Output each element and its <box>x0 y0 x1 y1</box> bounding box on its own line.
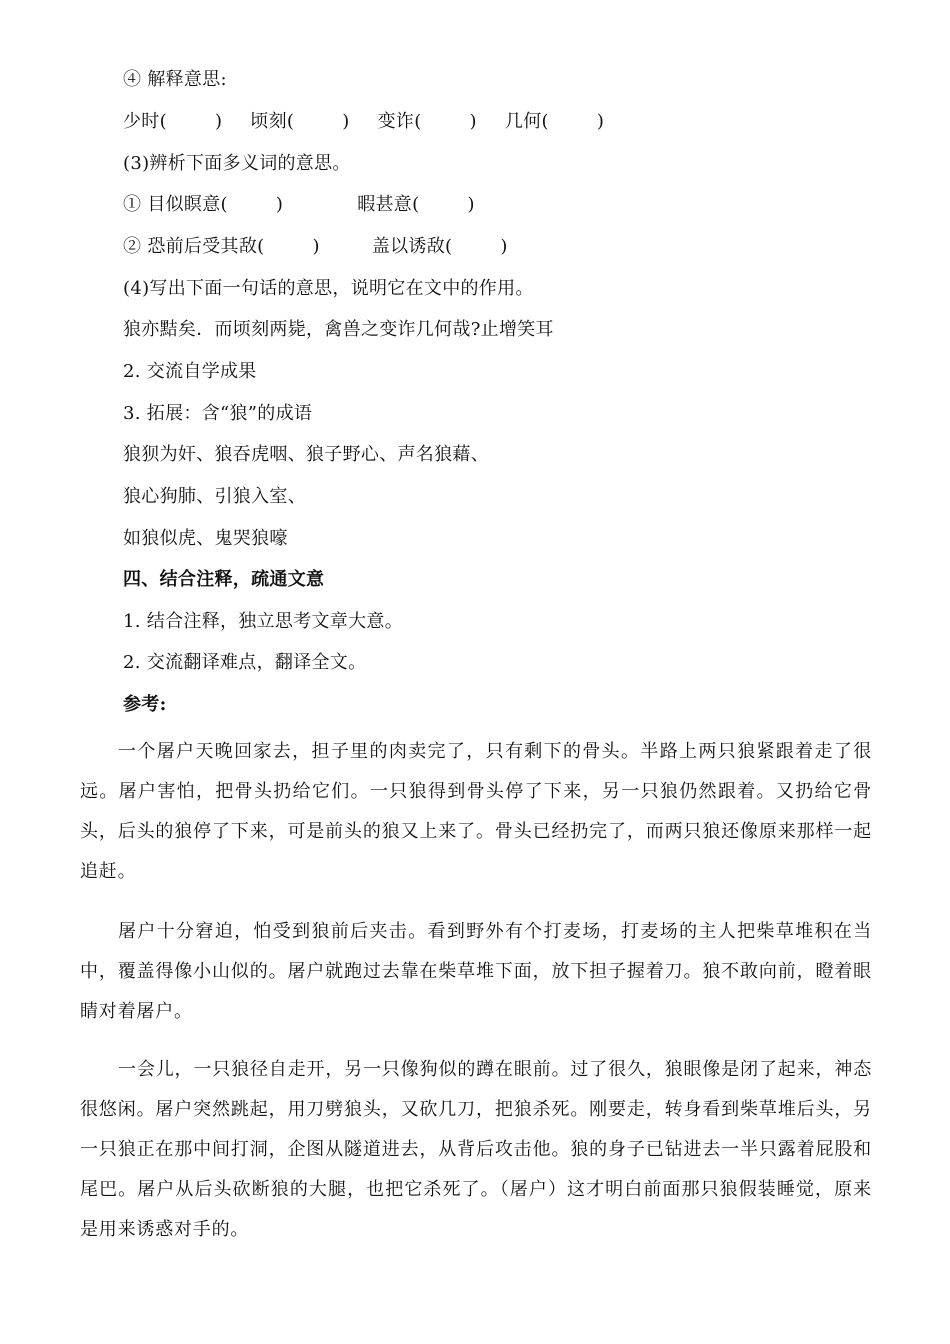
q3-row2-item-2: 盖以诱敌( <box>371 236 453 257</box>
section4-step1: 1. 结合注释，独立思考文章大意。 <box>123 611 403 632</box>
q3-row1-item-1: ① 目似瞑意( <box>123 194 228 215</box>
idioms-line-2: 狼心狗肺、引狼入室、 <box>123 486 306 507</box>
q4-item-3: 变诈( <box>377 111 422 132</box>
q4-item-1: 少时( <box>123 111 167 132</box>
paren-close: ) <box>596 111 605 132</box>
reference-label: 参考: <box>123 694 167 715</box>
step2-label: 2. 交流自学成果 <box>123 361 257 382</box>
q3-row1 <box>123 193 475 217</box>
q4b-heading: (4)写出下面一句话的意思，说明它在文中的作用。 <box>123 278 534 299</box>
q4-item-2: 顷刻( <box>250 111 295 132</box>
idioms-line-3: 如狼似虎、鬼哭狼嚎 <box>123 528 288 549</box>
paren-close: ) <box>500 236 508 257</box>
q3-heading: (3)辨析下面多义词的意思。 <box>123 153 351 174</box>
q4-item-4: 几何( <box>504 111 549 132</box>
paren-close: ) <box>467 194 475 215</box>
section4-step2: 2. 交流翻译难点，翻译全文。 <box>123 652 367 673</box>
q3-row2 <box>123 235 508 259</box>
translation-paragraph-3: 一会儿，一只狼径自走开，另一只像狗似的蹲在眼前。过了很久，狼眼像是闭了起来，神态很悠闲。屠户突然跳起，用刀劈狼头，又砍几刀，把狼杀死。刚要走，转身看到柴草堆后头，另一只狼正在那中间打洞，企图从隧道进去，从背后攻击他。狼的身子已钻进去一半只露着屁股和尾巴。屠户从后头砍断狼的大腿，也把它杀死了。（屠户）这才明白前面那只狼假装睡觉，原来是用来诱惑对手的。 <box>80 1059 872 1240</box>
q4b-sentence: 狼亦黠矣．而顷刻两毙，禽兽之变诈几何哉?止增笑耳 <box>123 319 554 340</box>
paren-close: ) <box>342 111 350 132</box>
translation-paragraph-2: 屠户十分窘迫，怕受到狼前后夹击。看到野外有个打麦场，打麦场的主人把柴草堆积在当中，覆盖得像小山似的。屠户就跑过去靠在柴草堆下面，放下担子握着刀。狼不敢向前，瞪着眼睛对着屠户。 <box>80 921 872 1022</box>
q4-items <box>123 110 604 134</box>
step3-heading: 3. 拓展：含“狼”的成语 <box>123 403 313 424</box>
translation-paragraph-1: 一个屠户天晚回家去，担子里的肉卖完了，只有剩下的骨头。半路上两只狼紧跟着走了很远。屠户害怕，把骨头扔给它们。一只狼得到骨头停了下来，另一只狼仍然跟着。又扔给它骨头，后头的狼停了下来，可是前头的狼又上来了。骨头已经扔完了，而两只狼还像原来那样一起追赶。 <box>80 741 872 882</box>
paren-close: ) <box>312 236 320 257</box>
q4-heading: ④ 解释意思: <box>123 69 227 90</box>
paren-close: ) <box>469 111 477 132</box>
paren-close: ) <box>275 194 284 215</box>
idioms-line-1: 狼狈为奸、狼吞虎咽、狼子野心、声名狼藉、 <box>123 444 489 465</box>
q3-row1-item-2: 暇甚意( <box>357 194 420 215</box>
paren-close: ) <box>214 111 223 132</box>
section4-title: 四、结合注释，疏通文意 <box>123 569 325 590</box>
q3-row2-item-1: ② 恐前后受其敌( <box>123 236 265 257</box>
